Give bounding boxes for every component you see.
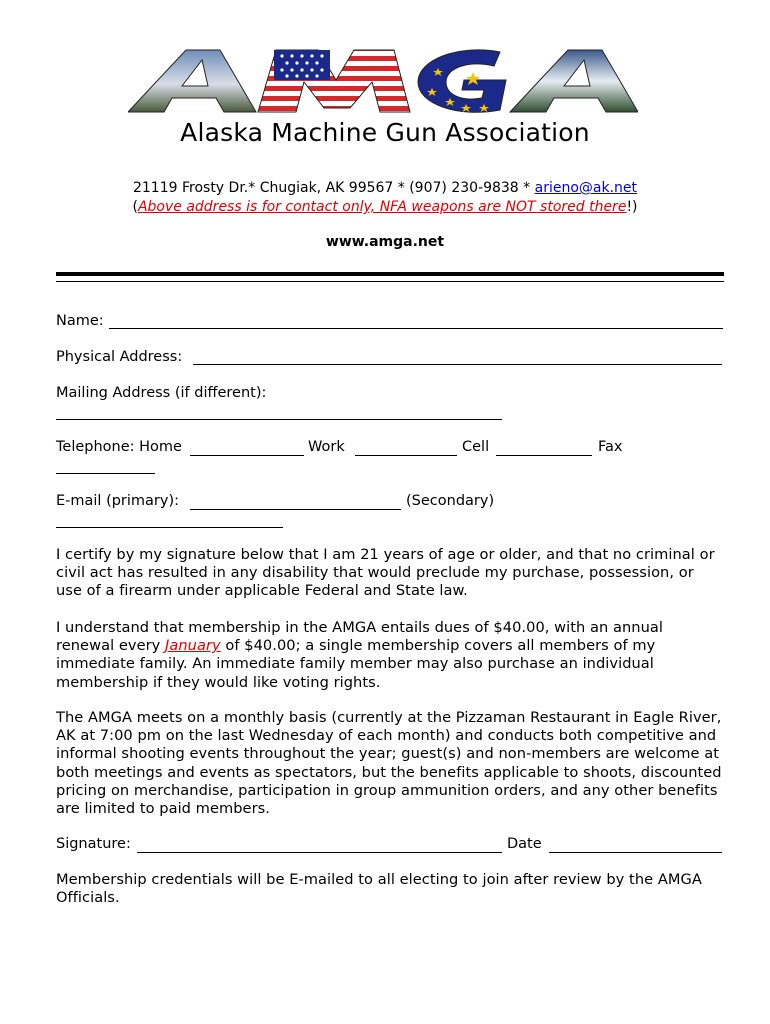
date-label: Date <box>507 836 542 852</box>
nfa-storage-note: Above address is for contact only, NFA weapons are NOT stored there <box>137 199 627 215</box>
address-note <box>0 198 770 216</box>
signature-label: Signature: <box>56 836 131 852</box>
fax-label: Fax <box>598 439 623 455</box>
contact-address-phone: 21119 Frosty Dr.* Chugiak, AK 99567 * (907) 230-9838 * <box>132 180 535 196</box>
name-field[interactable] <box>109 328 723 329</box>
mailing-address-label: Mailing Address (if different): <box>56 385 267 401</box>
note-open: ( <box>132 199 138 215</box>
email-secondary-label: (Secondary) <box>406 493 495 509</box>
telephone-cell-label: Cell <box>462 439 490 455</box>
meetings-paragraph: The AMGA meets on a monthly basis (currently at the Pizzaman Restaurant in Eagle River, AK at 7:00 pm on the last Wednesday of each month) and conducts both competitive and informal shooting events throughout the year; guest(s) and non-members are welcome at both meetings and events as spectators, but the benefits applicable to shoots, discounted pricing on merchandise, participation in group ammunition orders, and any other benefits are limited to paid members. <box>56 709 722 818</box>
mailing-address-field[interactable] <box>56 419 502 420</box>
telephone-work-field[interactable] <box>355 455 457 456</box>
date-field[interactable] <box>549 852 722 853</box>
amga-logo <box>128 46 638 116</box>
logo-letter-g-alaska-flag <box>418 50 506 112</box>
renewal-month: January <box>165 637 221 655</box>
telephone-home-label: Telephone: Home <box>56 439 182 455</box>
dues-text-start: I understand that membership in the AMGA entails dues of $40.00, with an annual renewal every <box>56 619 663 655</box>
header-divider-thin <box>56 281 724 282</box>
page-title: Alaska Machine Gun Association <box>180 118 590 147</box>
contact-email-link[interactable]: arieno@ak.net <box>534 180 638 196</box>
email-primary-field[interactable] <box>190 509 401 510</box>
telephone-work-label: Work <box>308 439 345 455</box>
note-close: !) <box>626 199 638 215</box>
telephone-home-field[interactable] <box>190 455 304 456</box>
credentials-paragraph: Membership credentials will be E-mailed to all electing to join after review by the AMGA Officials. <box>56 871 702 907</box>
contact-line <box>0 179 770 197</box>
fax-field[interactable] <box>56 473 155 474</box>
physical-address-label: Physical Address: <box>56 349 183 365</box>
physical-address-field[interactable] <box>193 364 722 365</box>
certify-paragraph: I certify by my signature below that I am 21 years of age or older, and that no criminal or civil act has resulted in any disability that would preclude my purchase, possession, or use of a firearm under applicable Federal and State law. <box>56 546 715 600</box>
website-url[interactable]: www.amga.net <box>325 234 445 250</box>
email-secondary-field[interactable] <box>56 527 283 528</box>
name-label: Name: <box>56 313 104 329</box>
dues-text-end: of $40.00; a single membership covers all members of my immediate family. An immediate family member may also purchase an individual membership if they would like voting rights. <box>56 637 656 691</box>
email-primary-label: E-mail (primary): <box>56 493 180 509</box>
dues-paragraph <box>56 619 724 692</box>
telephone-cell-field[interactable] <box>496 455 592 456</box>
header-divider-thick <box>56 272 724 276</box>
signature-field[interactable] <box>137 852 502 853</box>
